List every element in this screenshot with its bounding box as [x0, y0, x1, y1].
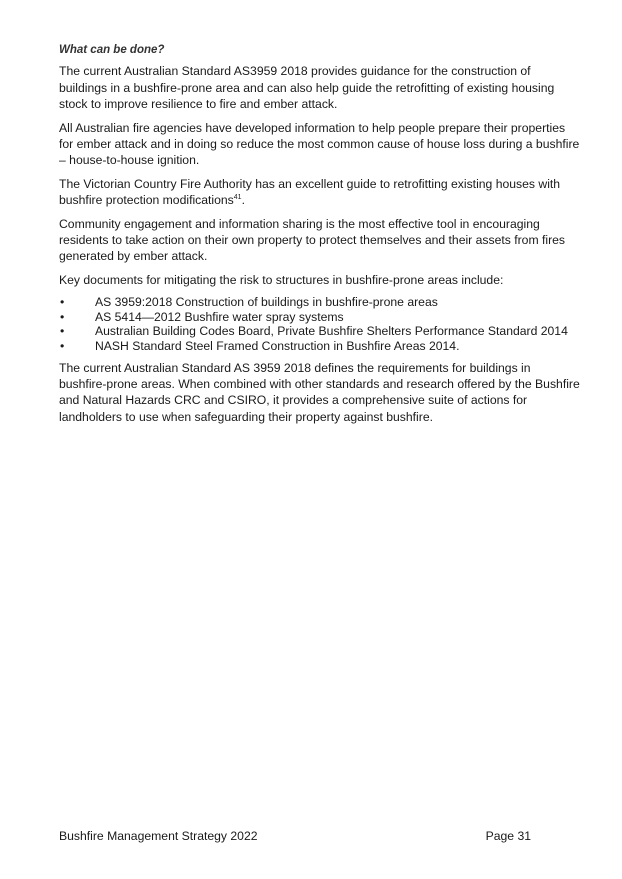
- document-body: [59, 42, 581, 432]
- list-item: [59, 339, 581, 354]
- key-documents-list: [59, 295, 581, 353]
- bullet-icon: •: [60, 309, 65, 324]
- section-heading: What can be done?: [59, 44, 165, 56]
- page-number: Page 31: [485, 829, 531, 843]
- paragraph-standard: The current Australian Standard AS3959 2018 provides guidance for the construction of buildings in a bushfire-prone area and can also help guide the retrofitting of existing housing stock to improve resilience to fire and ember attack.: [59, 64, 555, 112]
- list-item-text: AS 3959:2018 Construction of buildings in bushfire-prone areas: [95, 295, 438, 310]
- list-item-text: Australian Building Codes Board, Private Bushfire Shelters Performance Standard 2014: [95, 324, 568, 339]
- bullet-icon: •: [60, 295, 65, 310]
- paragraph-community: Community engagement and information sharing is the most effective tool in encouraging residents to take action on their own property to protect themselves and their assets from fires generated by ember attack.: [59, 216, 566, 264]
- list-item: [59, 310, 581, 325]
- list-item-text: NASH Standard Steel Framed Construction in Bushfire Areas 2014.: [95, 339, 460, 354]
- list-item: [59, 324, 581, 339]
- cfa-end: .: [241, 193, 245, 208]
- paragraph-cfa-guide: [59, 176, 581, 209]
- paragraph-fire-agencies: All Australian fire agencies have developed information to help people prepare their properties for ember attack and in doing so reduce the most common cause of house loss during a bushfire – house-to-house ignition.: [59, 120, 580, 168]
- footer-title: Bushfire Management Strategy 2022: [59, 829, 258, 843]
- list-item-text: AS 5414—2012 Bushfire water spray systems: [95, 309, 344, 324]
- bullet-icon: •: [60, 339, 65, 354]
- cfa-text: The Victorian Country Fire Authority has an excellent guide to retrofitting existing houses with bushfire protection modifications: [59, 176, 561, 208]
- page-footer: [59, 829, 531, 843]
- paragraph-closing: The current Australian Standard AS 3959 2018 defines the requirements for buildings in bushfire-prone areas. When combined with other standards and research offered by the Bushfire and Natural Hazards CRC and CSIRO, it provides a comprehensive suite of actions for landholders to use when safeguarding their property against bushfire.: [59, 360, 580, 424]
- list-item: [59, 295, 581, 310]
- bullet-icon: •: [60, 324, 65, 339]
- paragraph-key-docs-intro: Key documents for mitigating the risk to structures in bushfire-prone areas include:: [59, 272, 504, 287]
- footnote-ref[interactable]: 41: [233, 194, 242, 202]
